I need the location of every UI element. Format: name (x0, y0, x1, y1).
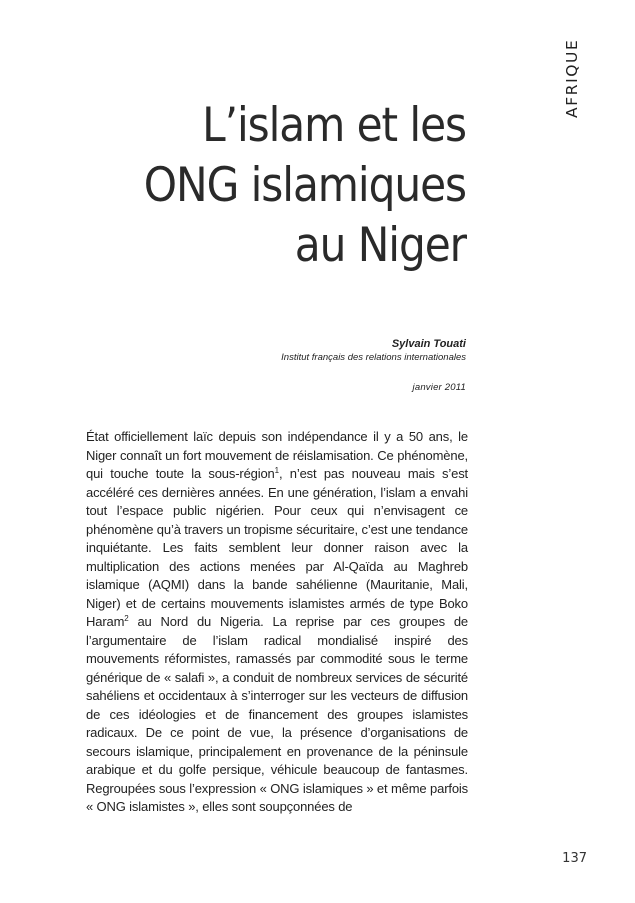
article-title (144, 96, 466, 276)
title-line-3: au Niger (294, 218, 466, 273)
byline (281, 337, 466, 394)
footnote-ref-1[interactable]: 1 (274, 466, 279, 475)
title-line-2: ONG islamiques (143, 158, 466, 213)
footnote-ref-2[interactable]: 2 (124, 614, 129, 623)
author-affiliation: Institut français des relations internationales (281, 352, 466, 363)
body-text-part-2: , n’est pas nouveau mais s’est accéléré ces dernières années. En une génération, l’islam a envahi tout l’espace public nigérien. Pour ceux qui n’envisagent ce phénomène qu’à travers un tropisme sécuritaire, c’est une tendance inquiétante. Les faits semblent leur donner raison avec la multiplication des actions menées par Al-Qaïda au Maghreb islamique (AQMI) dans la bande sahélienne (Mauritanie, Mali, Niger) et de certains mouvements islamistes armés de type Boko Haram (86, 466, 469, 629)
body-paragraph (86, 428, 468, 817)
publication-date: janvier 2011 (412, 382, 466, 393)
body-text-part-1: État officiellement laïc depuis son indépendance il y a 50 ans, le Niger connaît un fort mouvement de réislamisation. Ce phénomène, qui touche toute la sous-région (86, 429, 468, 481)
section-label: AFRIQUE (563, 38, 581, 118)
author-name: Sylvain Touati (391, 338, 466, 350)
body-text-part-3: au Nord du Nigeria. La reprise par ces groupes de l’argumentaire de l’islam radical mondialisé inspiré des mouvements réformistes, ramassés par commodité sous le terme générique de « salafi », a conduit de nombreux services de sécurité sahéliens et occidentaux à s’interroger sur les vecteurs de diffusion de ces idéologies et de financement des groupes islamistes radicaux. De ce point de vue, la présence d’organisations de secours islamique, principalement en provenance de la péninsule arabique et du golfe persique, véhicule beaucoup de fantasmes. Regroupées sous l’expression « ONG islamiques » et même parfois « ONG islamistes », elles sont soupçonnées de (86, 614, 468, 814)
title-line-1: L’islam et les (202, 98, 466, 153)
page-number: 137 (562, 851, 587, 866)
